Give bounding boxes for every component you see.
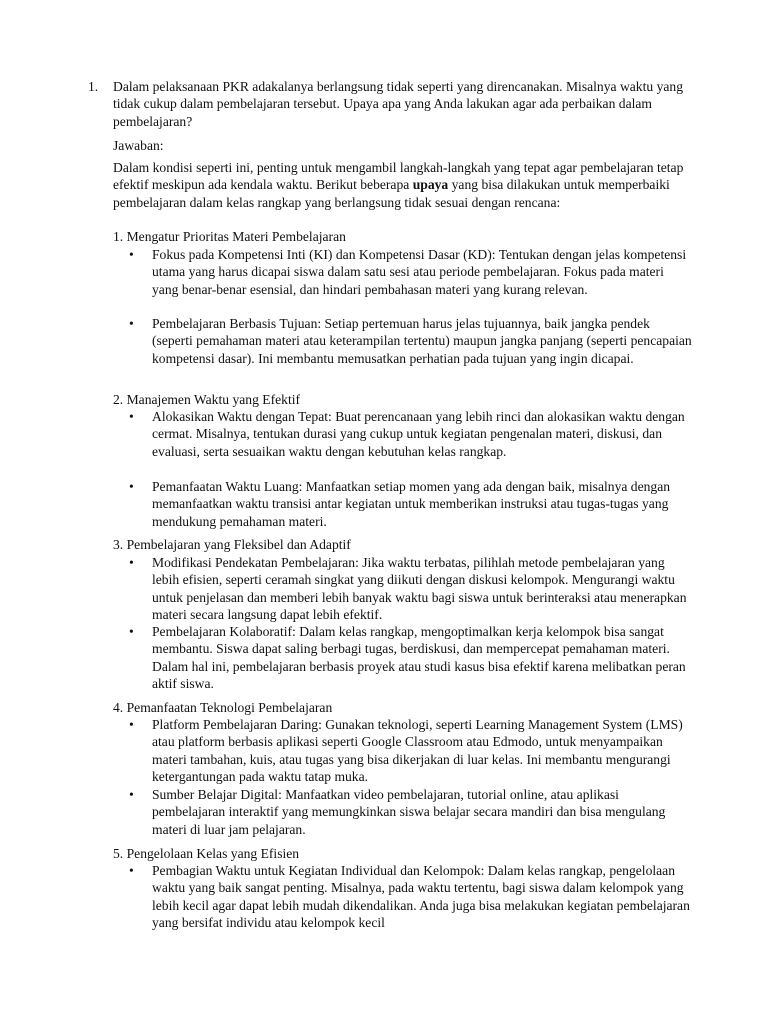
bullet-dot: •	[129, 717, 134, 732]
bullet-text: Pembagian Waktu untuk Kegiatan Individual dan Kelompok: Dalam kelas rangkap, pengelolaan waktu yang baik sangat penting. Misalnya, pada waktu tertentu, bagi siswa dalam kelompok yang lebih kecil agar dapat lebih mudah dikendalikan. Anda juga bisa melakukan kegiatan pembelajaran yang bersifat individu atau kelompok kecil	[152, 863, 690, 930]
bullet-item-1-1	[129, 246, 692, 298]
bullet-text: Modifikasi Pendekatan Pembelajaran: Jika waktu terbatas, pilihlah metode pembelajaran yang lebih efisien, seperti ceramah singkat yang diikuti dengan diskusi kelompok. Mengurangi waktu untuk penjelasan dan memberi lebih banyak waktu bagi siswa untuk berinteraksi atau menerapkan materi secara langsung dapat lebih efektif.	[152, 555, 687, 622]
bullet-item-1-2	[129, 315, 692, 367]
question-text	[88, 78, 693, 130]
bullet-item-4-1	[129, 716, 692, 785]
bullet-dot: •	[129, 555, 134, 570]
bullet-dot: •	[129, 247, 134, 262]
bullet-item-3-1	[129, 554, 692, 623]
section-title-5: 5. Pengelolaan Kelas yang Efisien	[113, 846, 300, 861]
bullet-text: Pembelajaran Kolaboratif: Dalam kelas rangkap, mengoptimalkan kerja kelompok bisa sangat membantu. Siswa dapat saling berbagi tugas, berdiskusi, dan mempercepat pemahaman materi. Dalam hal ini, pembelajaran berbasis proyek atau studi kasus bisa efektif karena melibatkan peran aktif siswa.	[152, 624, 686, 691]
bullet-dot: •	[129, 787, 134, 802]
bullet-text: Alokasikan Waktu dengan Tepat: Buat perencanaan yang lebih rinci dan alokasikan waktu dengan cermat. Misalnya, tentukan durasi yang cukup untuk kegiatan pengenalan materi, diskusi, dan evaluasi, serta sesuaikan waktu dengan kebutuhan kelas rangkap.	[152, 409, 685, 459]
question-body: Dalam pelaksanaan PKR adakalanya berlangsung tidak seperti yang direncanakan. Misalnya waktu yang tidak cukup dalam pembelajaran tersebut. Upaya apa yang Anda lakukan agar ada perbaikan dalam pembelajaran?	[113, 79, 683, 129]
bullet-item-3-2	[129, 623, 692, 692]
section-title-3: 3. Pembelajaran yang Fleksibel dan Adaptif	[113, 537, 351, 552]
bullet-text: Sumber Belajar Digital: Manfaatkan video pembelajaran, tutorial online, atau aplikasi pembelajaran interaktif yang memungkinkan siswa belajar secara mandiri dan bisa mengulang materi di luar jam pelajaran.	[152, 787, 666, 837]
intro-text-before: Dalam kondisi seperti ini, penting untuk mengambil langkah-langkah yang tepat agar pembelajaran tetap efektif meskipun ada kendala waktu. Berikut beberapa	[113, 160, 684, 193]
bullet-item-2-2	[129, 478, 692, 530]
intro-paragraph	[113, 159, 693, 211]
bullet-dot: •	[129, 863, 134, 878]
bullet-dot: •	[129, 624, 134, 639]
bullet-dot: •	[129, 479, 134, 494]
bullet-item-2-1	[129, 408, 692, 460]
bullet-item-5-1	[129, 862, 692, 931]
bullet-text: Platform Pembelajaran Daring: Gunakan teknologi, seperti Learning Management System (LMS) atau platform berbasis aplikasi seperti Google Classroom atau Edmodo, untuk menyampaikan materi tambahan, kuis, atau tugas yang bisa dikerjakan di luar kelas. Ini membantu mengurangi ketergantungan pada waktu tatap muka.	[152, 717, 683, 784]
bullet-text: Pembelajaran Berbasis Tujuan: Setiap pertemuan harus jelas tujuannya, baik jangka pendek (seperti pemahaman materi atau keterampilan tertentu) maupun jangka panjang (seperti pencapaian kompetensi dasar). Ini membantu memusatkan perhatian pada tujuan yang ingin dicapai.	[152, 316, 692, 366]
section-title-1: 1. Mengatur Prioritas Materi Pembelajaran	[113, 229, 346, 244]
bullet-dot: •	[129, 316, 134, 331]
bullet-dot: •	[129, 409, 134, 424]
section-title-4: 4. Pemanfaatan Teknologi Pembelajaran	[113, 700, 333, 715]
answer-label: Jawaban:	[113, 138, 164, 153]
section-title-2: 2. Manajemen Waktu yang Efektif	[113, 392, 301, 407]
intro-bold-word: upaya	[412, 177, 449, 193]
intro-text-after: yang bisa dilakukan untuk memperbaiki pembelajaran dalam kelas rangkap yang berlangsung tidak sesuai dengan rencana:	[113, 177, 670, 210]
bullet-text: Fokus pada Kompetensi Inti (KI) dan Kompetensi Dasar (KD): Tentukan dengan jelas kompetensi utama yang harus dicapai siswa dalam satu sesi atau periode pembelajaran. Fokus pada materi yang benar-benar esensial, dan hindari pembahasan materi yang kurang relevan.	[152, 247, 687, 297]
question-number: 1.	[88, 79, 99, 94]
bullet-item-4-2	[129, 786, 692, 838]
bullet-text: Pemanfaatan Waktu Luang: Manfaatkan setiap momen yang ada dengan baik, misalnya dengan memanfaatkan waktu transisi antar kegiatan untuk memberikan instruksi atau tugas-tugas yang mendukung pemahaman materi.	[152, 479, 671, 529]
